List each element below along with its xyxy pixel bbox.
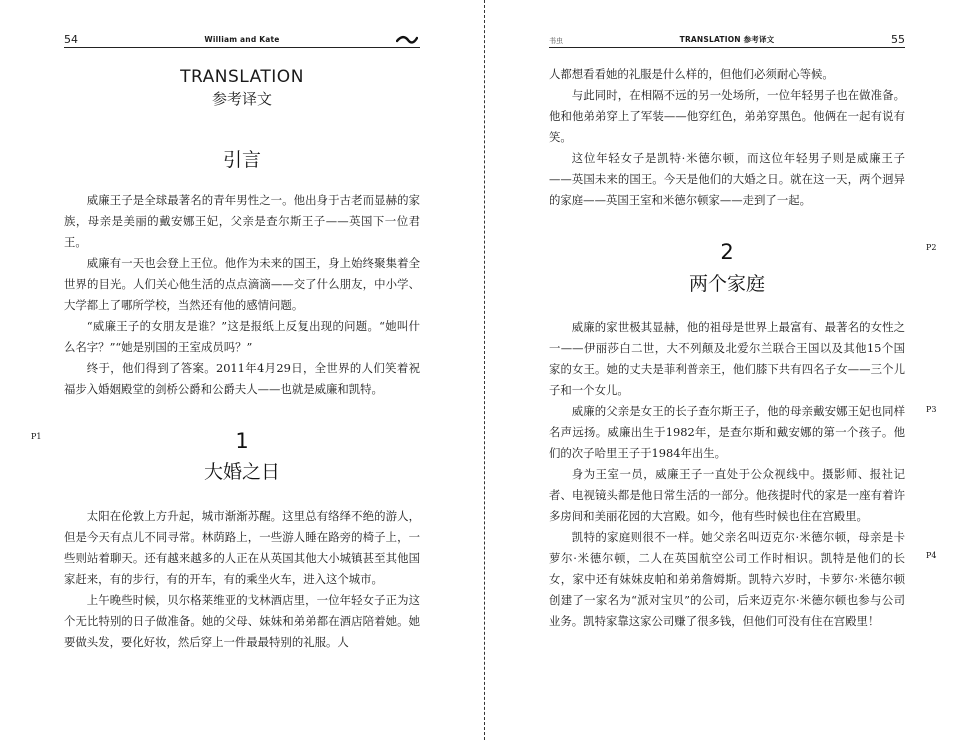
paragraph-marker-p3: P3: [926, 405, 937, 414]
intro-paragraph: 威廉有一天也会登上王位。他作为未来的国王，身上始终聚集着全世界的目光。人们关心他生活的点点滴滴——交了什么朋友，中小学、大学都上了哪所学校，当然还有他的感情问题。: [64, 256, 420, 312]
paragraph-marker-p1: P1: [31, 432, 42, 441]
chapter-2-paragraph: 威廉的父亲是女王的长子查尔斯王子，他的母亲戴安娜王妃也同样名声远扬。威廉出生于1982年，是查尔斯和戴安娜的第一个孩子。他们的次子哈里王子于1984年出生。: [549, 404, 905, 460]
chapter-2-paragraph: 威廉的家世极其显赫，他的祖母是世界上最富有、最著名的女性之一——伊丽莎白二世，大不列颠及北爱尔兰联合王国以及其他15个国家的女王。她的丈夫是菲利普亲王，他们膝下共有四名子女——三个儿子和一个女儿。: [549, 320, 905, 397]
chapter-2-number: 2: [720, 240, 734, 264]
paragraph-marker-p2: P2: [926, 243, 937, 252]
chapter-1-paragraph: 太阳在伦敦上方升起，城市渐渐苏醒。这里总有络绎不绝的游人，但是今天有点儿不同寻常。林荫路上，一些游人睡在路旁的椅子上，一些则站着聊天。还有越来越多的人正在从英国其他大小城镇甚至其他国家赶来，有的步行，有的开车，有的乘坐火车，进入这个城市。: [64, 509, 420, 586]
intro-text: [64, 190, 420, 400]
chapter-2-paragraph: 凯特的家庭则很不一样。她父亲名叫迈克尔·米德尔顿，母亲是卡萝尔·米德尔顿，二人在英国航空公司工作时相识。凯特是他们的长女，家中还有妹妹皮帕和弟弟詹姆斯。凯特六岁时，卡萝尔·米德尔顿创建了一家名为“派对宝贝”的公司，后来迈克尔·米德尔顿也参与公司业务。凯特家靠这家公司赚了很多钱，但他们可没有住在宫殿里！: [549, 530, 905, 628]
chapter-1-paragraph: 人都想看看她的礼服是什么样的，但他们必须耐心等候。: [549, 67, 834, 81]
chapter-1-continued-text: [549, 64, 905, 211]
intro-heading: 引言: [222, 149, 261, 171]
intro-paragraph: “威廉王子的女朋友是谁？”这是报纸上反复出现的问题。“她叫什么名字？”“她是别国的王室成员吗？”: [64, 319, 420, 354]
swash-ornament-icon: [396, 35, 418, 45]
intro-paragraph: 威廉王子是全球最著名的青年男性之一。他出身于古老而显赫的家族，母亲是美丽的戴安娜王妃，父亲是查尔斯王子——英国下一位君王。: [64, 193, 420, 249]
chapter-2-text: [549, 317, 905, 632]
right-page-number: 55: [891, 33, 905, 46]
paragraph-marker-p4: P4: [926, 551, 937, 560]
chapter-1-paragraph: 这位年轻女子是凯特·米德尔顿，而这位年轻男子则是威廉王子——英国未来的国王。今天是他们的大婚之日。就在这一天，两个迥异的家庭——英国王室和米德尔顿家——走到了一起。: [549, 151, 905, 207]
intro-paragraph: 终于，他们得到了答案。2011年4月29日，全世界的人们笑着祝福步入婚姻殿堂的剑桥公爵和公爵夫人——也就是威廉和凯特。: [64, 361, 420, 396]
chapter-1-paragraph: 与此同时，在相隔不远的另一处场所，一位年轻男子也在做准备。他和他弟弟穿上了军装——他穿红色，弟弟穿黑色。他俩在一起有说有笑。: [549, 88, 905, 144]
left-header-title: William and Kate: [204, 35, 280, 44]
left-page-number: 54: [64, 33, 78, 46]
chapter-1-paragraph: 上午晚些时候，贝尔格莱维亚的戈林酒店里，一位年轻女子正为这个无比特别的日子做准备。她的父母、妹妹和弟弟都在酒店陪着她。她要做头发，要化好妆，然后穿上一件最最特别的礼服。人: [64, 593, 420, 649]
chapter-1-text: [64, 506, 420, 653]
left-page: [64, 0, 420, 740]
right-page: [549, 0, 905, 740]
translation-subtitle: 参考译文: [211, 90, 272, 108]
chapter-2-title: 两个家庭: [688, 273, 765, 295]
right-header-series-label: 书虫: [549, 37, 563, 45]
left-page-header: [64, 33, 420, 48]
translation-title: TRANSLATION: [180, 67, 304, 87]
right-page-header: [549, 33, 905, 48]
chapter-1-title: 大婚之日: [203, 461, 280, 483]
right-header-title: TRANSLATION 参考译文: [679, 35, 775, 44]
page-spine-divider: [484, 0, 485, 740]
chapter-2-paragraph: 身为王室一员，威廉王子一直处于公众视线中。摄影师、报社记者、电视镜头都是他日常生活的一部分。他孩提时代的家是一座有着许多房间和美丽花园的大宫殿。如今，他有些时候也住在宫殿里。: [549, 467, 905, 523]
chapter-1-number: 1: [235, 429, 249, 453]
